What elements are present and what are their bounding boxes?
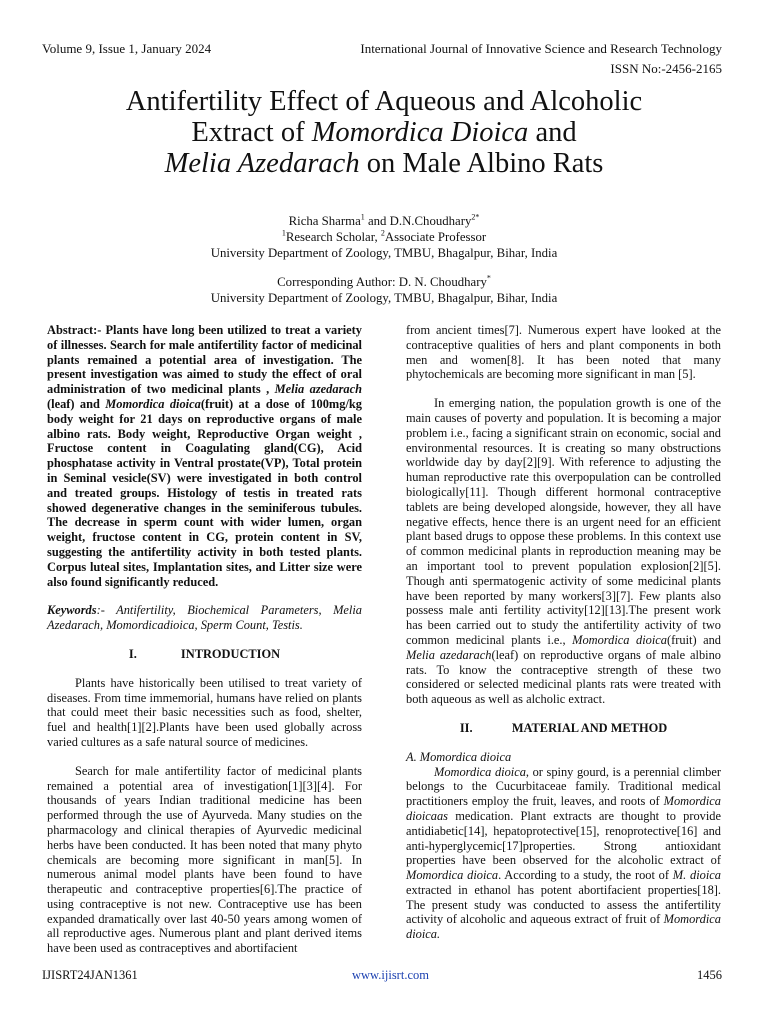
paragraph-text: , or spiny gourd, is a perennial climber belongs to the Cucurbitaceae family. Traditional medical practitioners employ the fruit, leaves, and roots of [406,764,721,809]
paragraph-text: (leaf) on reproductive organs of male albino rats. To know the contraceptive strength of these two considered or selected medicinal plants rats were treated with both aqueous as well as alcholic extract. [406,647,721,707]
paragraph: Search for male antifertility factor of medicinal plants remained a potential area of investigation[1][3][4]. For thousands of years Indian traditional medicine has been performed through the use of Ayurveda. Many studies on the pharmacology and clinical therapies of Ayurvedic medicinal herbs have been conducted. It has been noted that many phyto chemicals are becoming more significant in man[5]. In numerous animal model plants have been found to have therapeutic and contraceptive properties[6].The practice of using contraceptive is not new. Contraceptive use has been expanded dramatically over last 40-50 years among women of all reproductive ages. Numerous plant and plant derived items have been used as contraceptives and abortifacient [47,763,362,956]
volume-issue: Volume 9, Issue 1, January 2024 [42,41,212,56]
affiliation: University Department of Zoology, TMBU, Bhagalpur, Bihar, India [210,246,558,260]
section-title: MATERIAL AND METHOD [511,720,668,735]
role-2: Associate Professor [384,230,487,244]
right-column [406,323,721,942]
title-species-1: Momordica Dioica [311,117,529,148]
title-text: and [528,117,577,148]
author-names [40,213,728,229]
subsection-heading: A. Momordica dioica [406,749,512,764]
corresponding-name: Corresponding Author: D. N. Choudhary [277,275,487,289]
affiliation-2: University Department of Zoology, TMBU, Bhagalpur, Bihar, India [210,291,558,305]
title-line-2 [40,117,728,148]
species-name: Momordica dioica [572,632,667,647]
issn: ISSN No:-2456-2165 [610,61,722,76]
paragraph-text: In emerging nation, the population growth is one of the main causes of poverty and population. It is becoming a major problem i.e., facing a significant strain on economic, social and environmental resources. It is creating so many obstructions worldwide day by day[2][9]. With reference to adjusting the human reproductive rate this overpopulation can be controlled biologically[11]. Though different hormonal contraceptive tablets are being developed alongside, however, they all have negative effects, hence there is an urgent need for an efficient plant based drugs to oppose these problems. In this context use of common medicinal plants in reproduction meaning may be an important tool to prevent population explosion[2][5]. Though anti spermatogenic activity of some medicinal plants have been reported by many workers[3][7]. Few plants also possess male anti fertility activity[12][13].The present work has been carried out to study the antifertility activity of two common medicinal plants i.e., [406,396,721,647]
title-text: on Male Albino Rats [359,148,604,179]
author-1: Richa Sharma [288,214,361,228]
author-sup: 2* [471,212,480,222]
paragraph-text: extracted in ethanol has potent abortifacient properties[18]. The present study was conducted to assess the antifertility activity of alcoholic and aqueous extract of fruit of [406,882,721,927]
section-number: II. [459,720,473,735]
title-text: Extract of [191,117,312,148]
paragraph [406,765,721,943]
abstract [47,323,362,589]
paper-id: IJISRT24JAN1361 [42,968,138,982]
abstract-text: Abstract:- Plants have long been utilized to treat a variety of illnesses. Search for male antifertility factor of medicinal plants remained a potential area of investigation. The present investigation was aimed to study the effect of oral administration of two medicinal plants , [47,323,362,397]
species-name: Melia azedarach [406,647,492,662]
abstract-species: Melia azedarach [274,382,362,397]
role-sup: 2 [380,228,385,238]
section-title: INTRODUCTION [180,646,281,661]
keywords-text: :- Antifertility, Biochemical Parameters, Melia Azedarach, Momordicadioica, Sperm Count, Testis. [47,603,362,633]
paragraph: from ancient times[7]. Numerous expert have looked at the contraceptive qualities of hers and plant components in both men and women[8]. It has been noted that many phytochemicals are becoming more significant in man [5]. [406,323,721,382]
author-2: and D.N.Choudhary [364,214,472,228]
author-roles [40,229,728,245]
section-number: I. [128,646,137,661]
role-1: Research Scholar, [285,230,381,244]
journal-website-link[interactable]: www.ijisrt.com [352,968,429,982]
paragraph-text: (fruit) and [667,632,721,647]
paragraph: Plants have historically been utilised to treat variety of diseases. From time immemorial, humans have relied on plants that could meet their basic necessities such as food, shelter, fuel and health[1][2].Plants have been used globally across varied cultures as a safe natural source of medicines. [47,675,362,749]
species-name: Momordica dioica. [406,912,721,942]
role-sup: 1 [281,228,286,238]
paragraph [406,396,721,707]
abstract-text: (fruit) at a dose of 100mg/kg body weight for 21 days on reproductive organs of male albino rats. Body weight, Reproductive Organ weight , Fructose content in Coagulating gland(CG), Acid phosphatase activity in Ventral prostate(VP), Total protein in Seminal vesicle(SV) were investigated in both control and treated groups. Histology of testis in treated rats showed degenerative changes in the seminiferous tubules. The decrease in sperm count with wider lumen, organ weight, fructose content in CG, protein content in SV, suggesting the antifertility activity in both tested plants. Corpus luteal sites, Implantation sites, and Litter size were also found significantly reduced. [47,396,362,589]
title-line-1: Antifertility Effect of Aqueous and Alcoholic [125,86,643,117]
species-name: Momordica dioicaas [406,794,721,823]
paragraph-text: medication. Plant extracts are thought to provide antidiabetic[14], hepatoprotective[15], renoprotective[16] and anti-hyperglycemic[17]properties. Strong antioxidant properties have been observed for the alcoholic extract of [406,808,721,868]
paper-title [40,86,728,179]
author-block [40,213,728,306]
paragraph-text: . According to a study, the root of [498,868,673,883]
section-heading-material [406,721,721,736]
corresponding-author [40,274,728,290]
species-name: Momordica dioica [434,764,526,779]
keywords-label: Keywords [47,603,97,618]
keywords [47,603,362,633]
title-species-2: Melia Azedarach [164,148,360,179]
abstract-text: (leaf) and [47,396,106,411]
species-name: Momordica dioica [406,868,499,883]
section-heading-introduction [47,647,362,662]
page-number: 1456 [697,968,722,982]
journal-name: International Journal of Innovative Science and Research Technology [360,41,722,56]
species-name: M. dioica [672,868,721,883]
abstract-species: Momordica dioica [105,396,201,411]
author-sup: 1 [360,212,365,222]
left-column [47,323,362,956]
title-line-3 [40,148,728,179]
corr-sup: * [486,273,491,283]
